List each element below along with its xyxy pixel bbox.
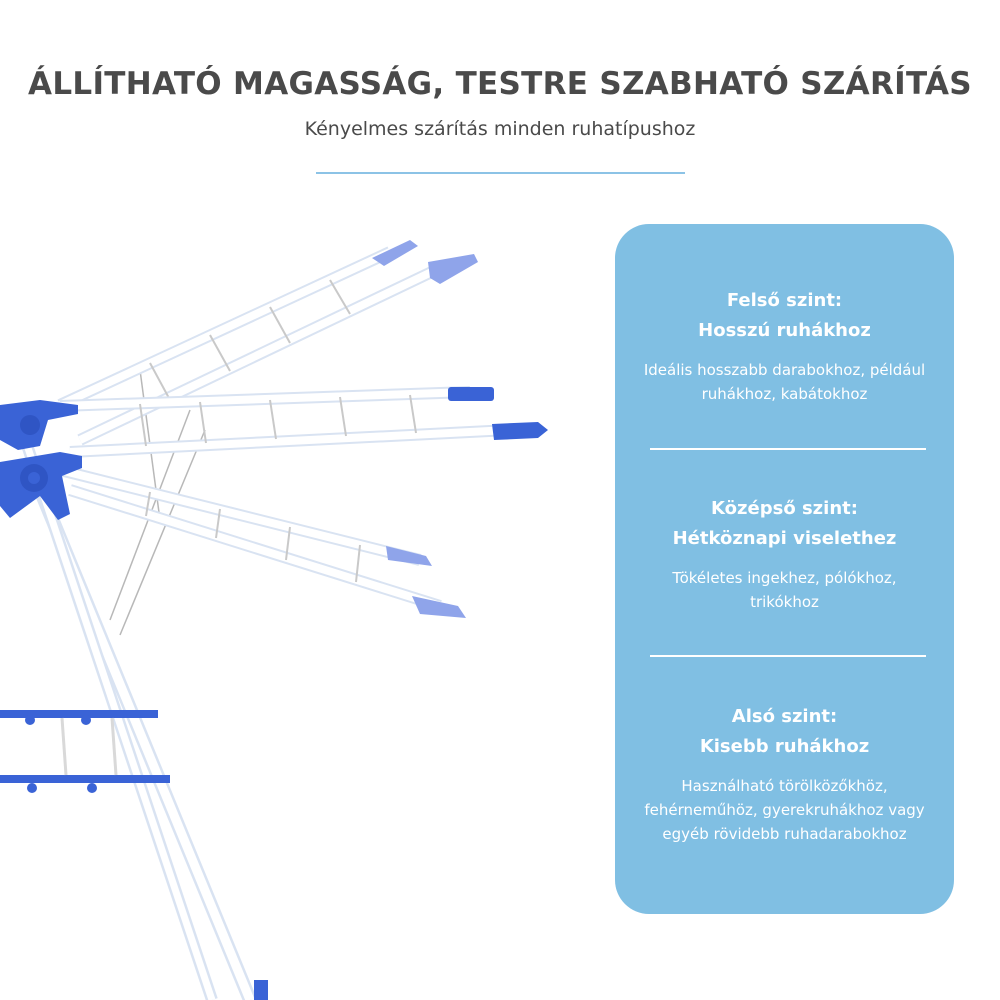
info-card	[615, 224, 954, 914]
section-upper-level	[615, 286, 954, 406]
section-description: Tökéletes ingekhez, pólókhoz, trikókhoz	[672, 569, 897, 611]
product-image	[0, 230, 600, 1000]
rack-wing-lower	[60, 470, 466, 618]
page-title: ÁLLÍTHATÓ MAGASSÁG, TESTRE SZABHATÓ SZÁRÍTÁS	[28, 66, 972, 102]
rack-wing-upper	[60, 240, 478, 440]
title-divider	[316, 172, 685, 174]
section-description: Használható törölközőkhöz, fehérneműhöz, gyerekruhákhoz vagy egyéb rövidebb ruhadarabokhoz	[644, 777, 925, 843]
section-heading: Alsó szint: Kisebb ruhákhoz	[699, 706, 870, 757]
section-description: Ideális hosszabb darabokhoz, például ruhákhoz, kabátokhoz	[643, 361, 926, 403]
section-divider	[650, 448, 926, 450]
section-middle-level	[615, 494, 954, 614]
page-subtitle: Kényelmes szárítás minden ruhatípushoz	[304, 118, 696, 140]
section-divider	[650, 655, 926, 657]
section-lower-level	[615, 702, 954, 846]
section-heading: Felső szint: Hosszú ruhákhoz	[698, 290, 871, 341]
section-heading: Középső szint: Hétköznapi viselethez	[672, 498, 897, 549]
